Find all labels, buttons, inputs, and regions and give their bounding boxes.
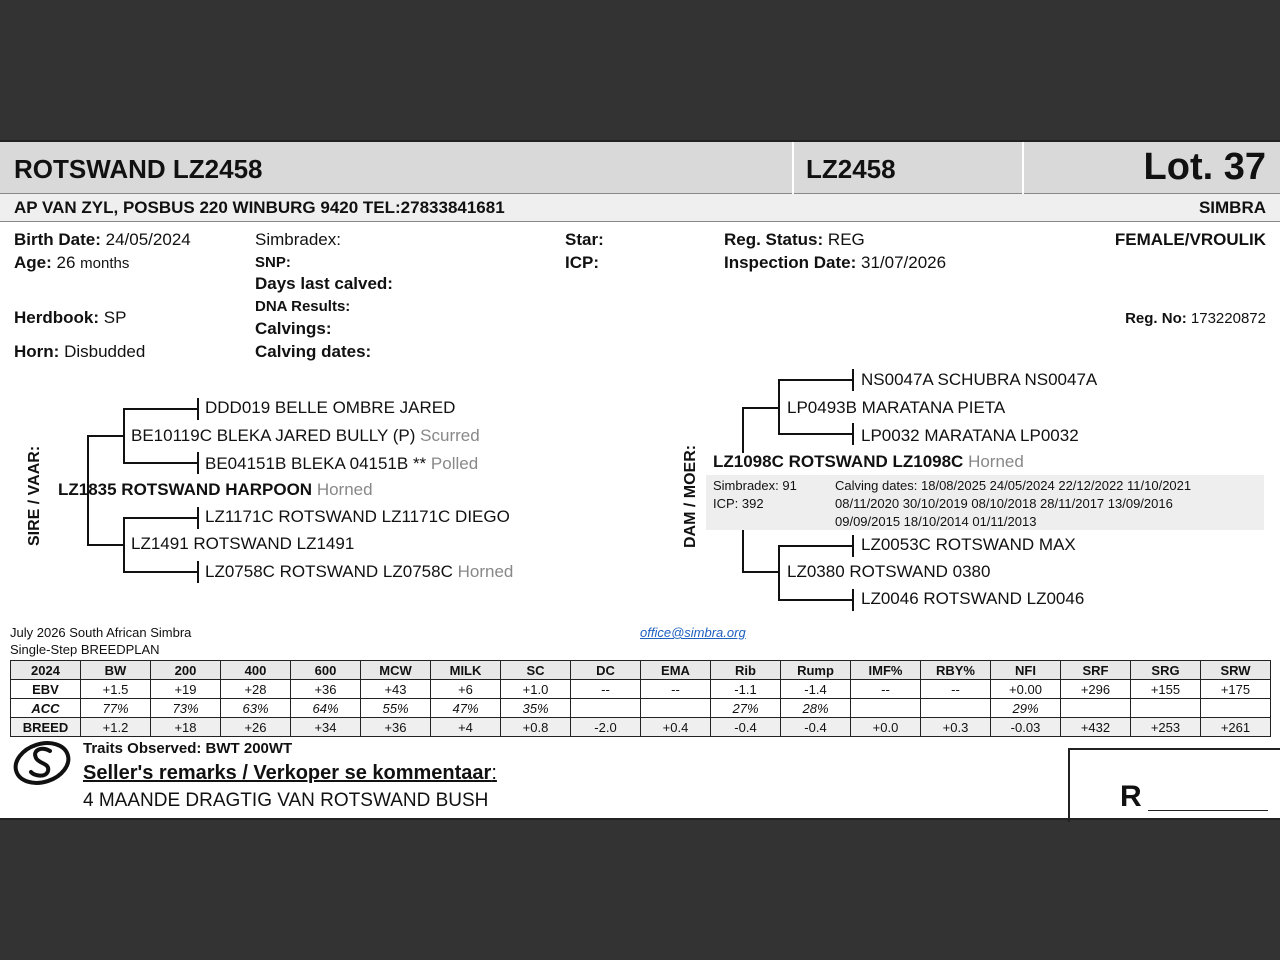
ebv-header-cell: SRF [1061,661,1131,680]
dam-lower-tick [742,571,780,573]
ebv-cell: -0.03 [991,718,1061,737]
animal-name: ROTSWAND LZ2458 [14,154,263,184]
dam-calving-dates-1: Calving dates: 18/08/2025 24/05/2024 22/12/2022 11/10/2021 [835,478,1192,493]
dsd-tick [852,423,854,445]
ss-bracket-line [123,408,125,464]
sdd-tick [197,561,199,583]
reg-status: Reg. Status: REG [724,230,865,249]
ds-bracket-line [778,379,780,435]
ebv-cell: -0.4 [781,718,851,737]
dam-lower-line [742,530,744,573]
age: Age: 26 months [14,253,130,272]
calving-dates-label: Calving dates: [255,342,372,361]
dam-simbradex: Simbradex: 91 [713,478,797,493]
sex: FEMALE/VROULIK [1114,230,1266,249]
evaluation-title: July 2026 South African Simbra [10,625,192,640]
sire-bracket-top [87,435,125,437]
ebv-cell: -- [641,680,711,699]
ebv-header-cell: MILK [431,661,501,680]
ebv-cell: +0.00 [991,680,1061,699]
ebv-cell: +253 [1131,718,1201,737]
dd-bracket-top [778,545,854,547]
seller-remarks: 4 MAANDE DRAGTIG VAN ROTSWAND BUSH [83,790,489,811]
ebv-cell: +36 [361,718,431,737]
ddd-tick [852,589,854,611]
birth-date: Birth Date: 24/05/2024 [14,230,191,249]
sire-dam-dam: LZ0758C ROTSWAND LZ0758C Horned [205,562,514,581]
dam-sire-sire: NS0047A SCHUBRA NS0047A [861,370,1098,389]
ebv-cell: +0.0 [851,718,921,737]
ebv-table [10,660,1271,737]
sd-bracket-top [123,517,199,519]
ebv-cell: 64% [291,699,361,718]
herdbook: Herdbook: SP [14,308,127,327]
ebv-row-label: EBV [11,680,81,699]
lot-number: Lot. 37 [1143,146,1266,188]
ebv-header-cell: SC [501,661,571,680]
ebv-cell [571,699,641,718]
ebv-cell: +18 [151,718,221,737]
ebv-header-cell: Rib [711,661,781,680]
ebv-cell: +0.8 [501,718,571,737]
ebv-cell: +261 [1201,718,1271,737]
ebv-cell [921,699,991,718]
ss-bracket-top [123,408,199,410]
ss-bracket-bottom [123,462,199,464]
dam-calving-dates-3: 09/09/2015 18/10/2014 01/11/2013 [835,514,1037,529]
icp-label: ICP: [565,253,599,272]
breed: SIMBRA [1198,198,1266,217]
ebv-header-row [11,661,1271,680]
ebv-header-cell: 600 [291,661,361,680]
ebv-header-cell: 2024 [11,661,81,680]
calvings-label: Calvings: [255,319,332,338]
evaluation-method: Single-Step BREEDPLAN [10,642,160,657]
sds-tick [197,507,199,529]
ebv-cell: -1.1 [711,680,781,699]
dd-bracket-bottom [778,599,854,601]
ssd-tick [197,452,199,474]
dam-calving-dates-2: 08/11/2020 30/10/2019 08/10/2018 28/11/2017 13/09/2016 [835,496,1173,511]
sd-bracket-bottom [123,571,199,573]
dd-bracket-line [778,545,780,601]
ebv-cell: 55% [361,699,431,718]
ebv-table-row [11,680,1271,699]
horn: Horn: Disbudded [14,342,146,361]
ebv-cell [851,699,921,718]
ebv-cell: -0.4 [711,718,781,737]
ebv-cell: +6 [431,680,501,699]
ebv-header-cell: MCW [361,661,431,680]
ds-bracket-top [778,379,854,381]
price-box [1068,748,1280,822]
ebv-cell: -- [851,680,921,699]
ebv-header-cell: IMF% [851,661,921,680]
ebv-header-cell: SRW [1201,661,1271,680]
dna-results-label: DNA Results: [255,298,351,315]
ebv-cell: -2.0 [571,718,641,737]
ebv-cell: +432 [1061,718,1131,737]
reg-no: Reg. No: 173220872 [1125,310,1266,327]
email-link[interactable]: office@simbra.org [640,625,746,640]
ebv-header-cell: DC [571,661,641,680]
sire-dam-sire: LZ1171C ROTSWAND LZ1171C DIEGO [205,507,510,526]
dam-dam-dam: LZ0046 ROTSWAND LZ0046 [861,589,1085,608]
ebv-cell: +19 [151,680,221,699]
dam-upper-tick [742,407,780,409]
ebv-row-label: BREED [11,718,81,737]
ebv-cell: 35% [501,699,571,718]
days-last-calved-label: Days last calved: [255,274,393,293]
ebv-cell: 73% [151,699,221,718]
ebv-cell: +4 [431,718,501,737]
ebv-cell: +1.2 [81,718,151,737]
remarks-heading: Seller's remarks / Verkoper se kommentaar: [83,762,497,784]
inspection-date: Inspection Date: 31/07/2026 [724,253,947,272]
price-currency: R [1120,780,1142,813]
ebv-cell [1201,699,1271,718]
dam-icp: ICP: 392 [713,496,764,511]
ebv-cell: +0.4 [641,718,711,737]
sire-bracket-bottom [87,544,125,546]
sire-sire-sire: DDD019 BELLE OMBRE JARED [205,398,456,417]
ebv-cell [1061,699,1131,718]
dam-sire-dam: LP0032 MARATANA LP0032 [861,426,1079,445]
ebv-header-cell: BW [81,661,151,680]
ebv-header-cell: 400 [221,661,291,680]
title-bar [0,142,1280,194]
price-input-line[interactable] [1148,810,1268,811]
ebv-cell: +155 [1131,680,1201,699]
ebv-header-cell: 200 [151,661,221,680]
sire-dam: LZ1491 ROTSWAND LZ1491 [131,534,355,553]
ebv-row-label: ACC [11,699,81,718]
traits-observed: Traits Observed: BWT 200WT [83,740,293,757]
owner-bar [0,194,1280,222]
ebv-cell: +0.3 [921,718,991,737]
animal-id: LZ2458 [806,154,896,184]
ebv-cell [641,699,711,718]
lot-card [0,140,1280,820]
dds-tick [852,535,854,557]
ebv-cell: +175 [1201,680,1271,699]
simbradex-label: Simbradex: [255,230,341,249]
sire-sire: BE10119C BLEKA JARED BULLY (P) Scurred [131,426,480,445]
ebv-cell: +36 [291,680,361,699]
dam: LZ1098C ROTSWAND LZ1098C Horned [713,452,1024,471]
ebv-cell: 47% [431,699,501,718]
ebv-cell: +296 [1061,680,1131,699]
ebv-header-cell: EMA [641,661,711,680]
ebv-cell: 77% [81,699,151,718]
ebv-cell: +1.0 [501,680,571,699]
ebv-cell: -- [921,680,991,699]
ebv-cell: 29% [991,699,1061,718]
ebv-header-cell: SRG [1131,661,1201,680]
dam-info-box [706,475,1264,530]
ebv-cell: +43 [361,680,431,699]
simbra-logo [12,738,72,788]
ebv-cell: +26 [221,718,291,737]
ebv-header-cell: Rump [781,661,851,680]
sire-side-label: SIRE / VAAR: [26,445,43,546]
ebv-cell: 27% [711,699,781,718]
owner-details: AP VAN ZYL, POSBUS 220 WINBURG 9420 TEL:27833841681 [14,198,505,217]
dss-tick [852,369,854,391]
star-label: Star: [565,230,604,249]
ebv-header-cell: RBY% [921,661,991,680]
ebv-cell: +1.5 [81,680,151,699]
ebv-cell: +28 [221,680,291,699]
dam-dam-sire: LZ0053C ROTSWAND MAX [861,535,1076,554]
ebv-cell: 63% [221,699,291,718]
sire-sire-dam: BE04151B BLEKA 04151B ** Polled [205,454,479,473]
ebv-cell: +34 [291,718,361,737]
ebv-header-cell: NFI [991,661,1061,680]
ebv-cell: -- [571,680,641,699]
dam-side-label: DAM / MOER: [682,444,699,548]
ds-bracket-bottom [778,433,854,435]
dam-dam: LZ0380 ROTSWAND 0380 [787,562,991,581]
dam-sire: LP0493B MARATANA PIETA [787,398,1006,417]
sss-tick [197,398,199,420]
ebv-table-row [11,718,1271,737]
snp-label: SNP: [255,254,291,271]
ebv-table-row [11,699,1271,718]
dam-upper-line [742,407,744,453]
ebv-cell: 28% [781,699,851,718]
ebv-cell [1131,699,1201,718]
sire: LZ1835 ROTSWAND HARPOON Horned [58,480,373,499]
ebv-cell: -1.4 [781,680,851,699]
sd-bracket-line [123,517,125,573]
